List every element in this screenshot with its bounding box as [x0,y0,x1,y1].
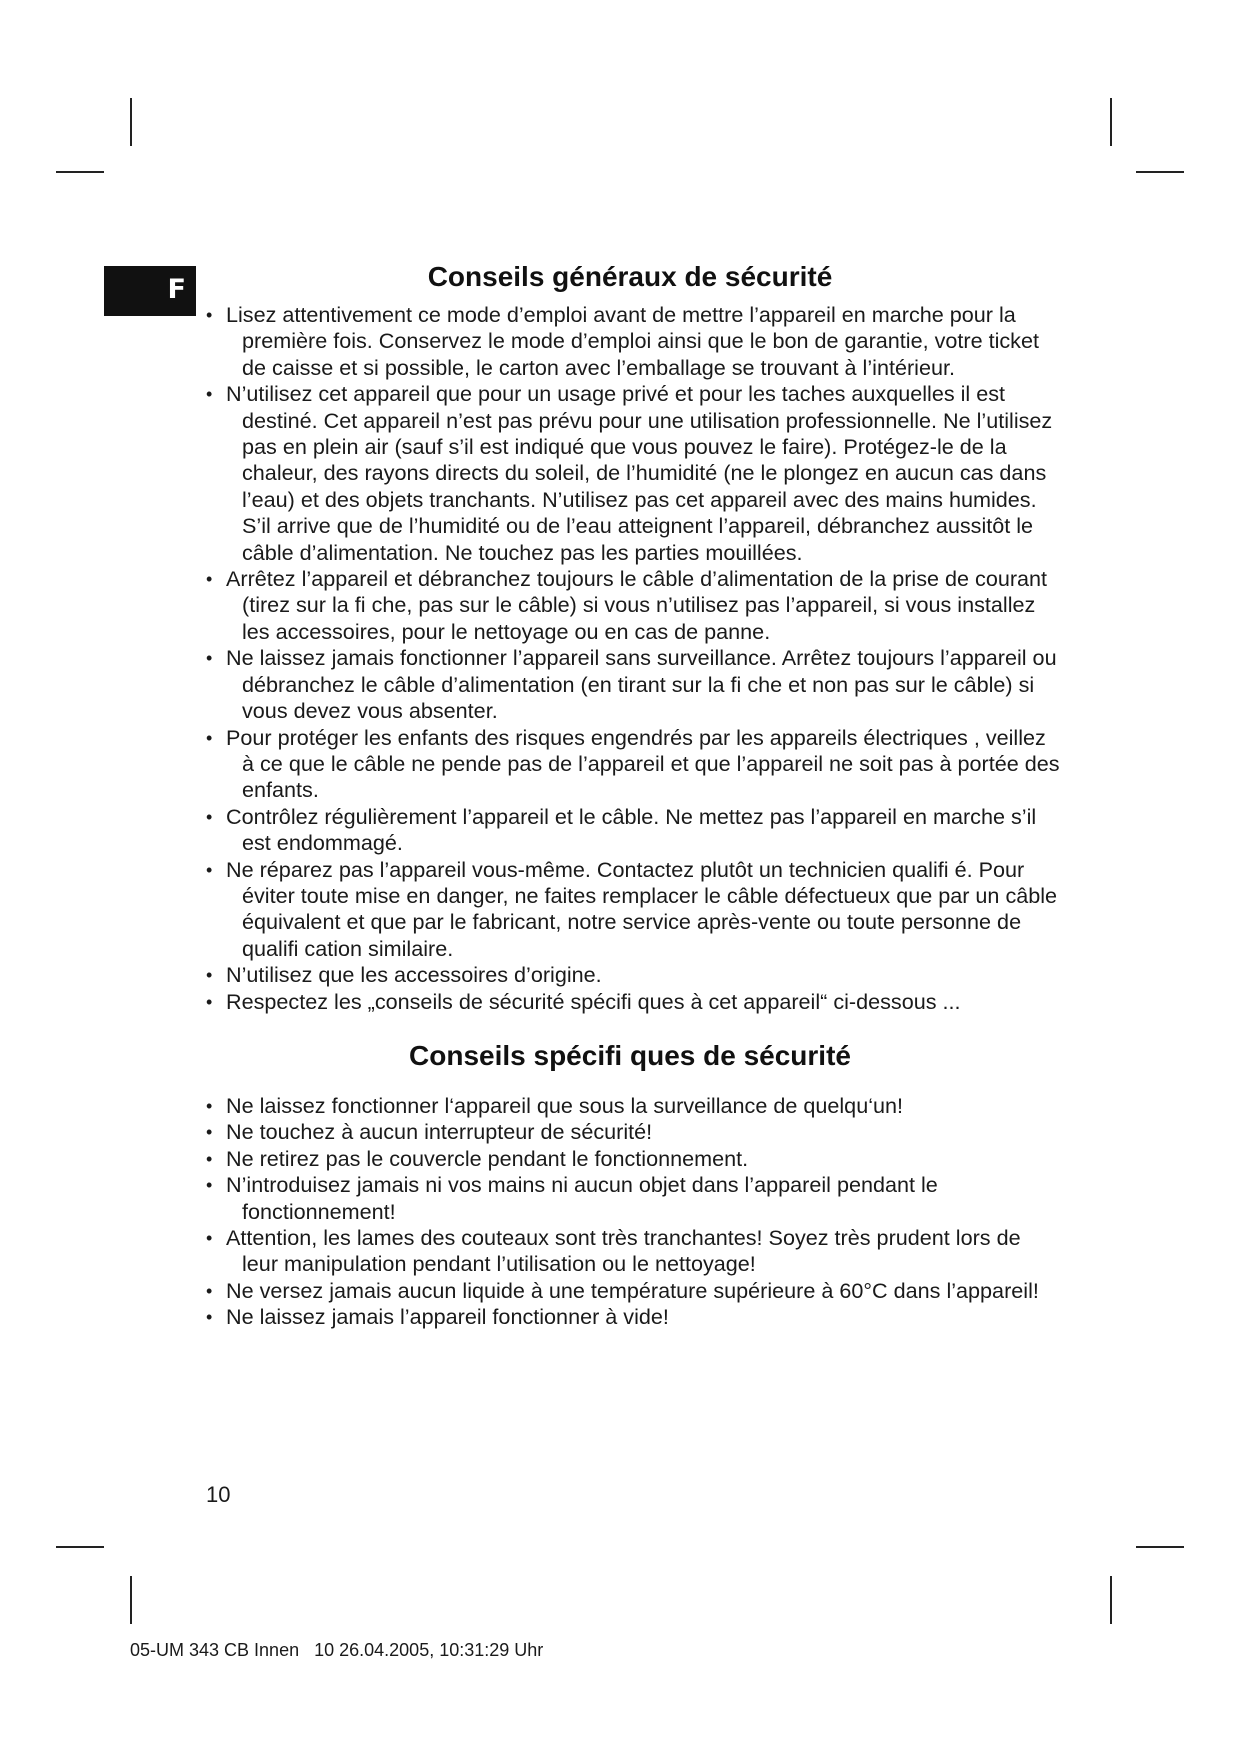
list-item: • Ne versez jamais aucun liquide à une température supérieure à 60°C dans l’appareil! [200,1278,1060,1304]
list-item: • Respectez les „conseils de sécurité spécifi ques à cet appareil“ ci-dessous ... [200,989,1060,1015]
list-item: • N’utilisez cet appareil que pour un usage privé et pour les taches auxquelles il est destiné. Cet appareil n’est pas prévu pour une utilisation professionnelle. Ne l’utilisez pas en plein air (sauf s’il est indiqué que vous pouvez le faire). Protégez-le de la chaleur, des rayons directs du soleil, de l’humidité (ne le plongez en aucun cas dans l’eau) et des objets tranchants. N’utilisez pas cet appareil avec des mains humides. S’il arrive que de l’humidité ou de l’eau atteignent l’appareil, débranchez aussitôt le câble d’alimentation. Ne touchez pas les parties mouillées. [200,381,1060,566]
crop-mark-bottom-right-horizontal [1136,1546,1184,1548]
section-title-general-safety: Conseils généraux de sécurité [427,261,833,292]
list-item: • Ne laissez jamais l’appareil fonctionner à vide! [200,1304,1060,1330]
crop-mark-bottom-left-horizontal [56,1546,104,1548]
crop-mark-bottom-left-vertical [130,1576,132,1624]
list-item: • Ne retirez pas le couvercle pendant le fonctionnement. [200,1146,1060,1172]
page-number: 10 [206,1482,231,1507]
main-content [200,260,1060,1331]
general-safety-list [200,302,1060,1015]
list-item: • N’utilisez que les accessoires d’origine. [200,962,1060,988]
list-item: • N’introduisez jamais ni vos mains ni aucun objet dans l’appareil pendant le fonctionnement! [200,1172,1060,1225]
crop-mark-top-right-horizontal [1136,171,1184,173]
list-item: • Ne laissez jamais fonctionner l’appareil sans surveillance. Arrêtez toujours l’appareil ou débranchez le câble d’alimentation (en tirant sur la fi che et non pas sur le câble) si vous devez vous absenter. [200,645,1060,724]
list-item: • Pour protéger les enfants des risques engendrés par les appareils électriques , veillez à ce que le câble ne pende pas de l’appareil et que l’appareil ne soit pas à portée des enfants. [200,725,1060,804]
language-tab-label: F [167,274,186,305]
language-tab [104,266,196,316]
specific-safety-list [200,1093,1060,1331]
crop-mark-top-right-vertical [1110,98,1112,146]
list-item: • Attention, les lames des couteaux sont très tranchantes! Soyez très prudent lors de leur manipulation pendant l’utilisation ou le nettoyage! [200,1225,1060,1278]
crop-mark-top-left-vertical [130,98,132,146]
list-item: • Contrôlez régulièrement l’appareil et le câble. Ne mettez pas l’appareil en marche s’il est endommagé. [200,804,1060,857]
crop-mark-top-left-horizontal [56,171,104,173]
list-item: • Arrêtez l’appareil et débranchez toujours le câble d’alimentation de la prise de courant (tirez sur la fi che, pas sur le câble) si vous n’utilisez pas l’appareil, si vous installez les accessoires, pour le nettoyage ou en cas de panne. [200,566,1060,645]
list-item: • Ne touchez à aucun interrupteur de sécurité! [200,1119,1060,1145]
list-item: • Lisez attentivement ce mode d’emploi avant de mettre l’appareil en marche pour la première fois. Conservez le mode d’emploi ainsi que le bon de garantie, votre ticket de caisse et si possible, le carton avec l’emballage se trouvant à l’intérieur. [200,302,1060,381]
list-item: • Ne réparez pas l’appareil vous-même. Contactez plutôt un technicien qualifi é. Pour éviter toute mise en danger, ne faites remplacer le câble défectueux que par un câble équivalent et que par le fabricant, notre service après-vente ou toute personne de qualifi cation similaire. [200,857,1060,963]
crop-mark-bottom-right-vertical [1110,1576,1112,1624]
section-title-specific-safety: Conseils spécifi ques de sécurité [409,1039,851,1071]
list-item: • Ne laissez fonctionner l‘appareil que sous la surveillance de quelqu‘un! [200,1093,1060,1119]
print-footer: 05-UM 343 CB Innen 10 26.04.2005, 10:31:29 Uhr [130,1640,544,1660]
